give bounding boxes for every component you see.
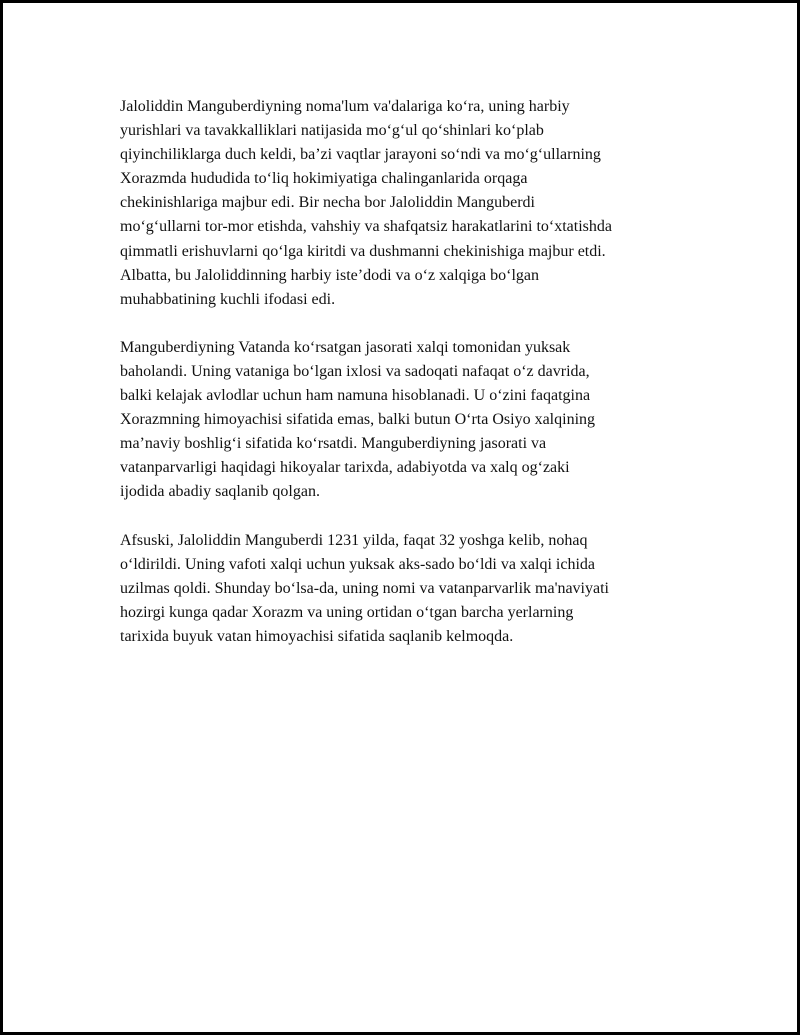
- text-line: tarixida buyuk vatan himoyachisi sifatida saqlanib kelmoqda.: [120, 627, 514, 645]
- paragraph-1: [120, 95, 720, 312]
- text-line: qiyinchiliklarga duch keldi, baʼzi vaqtlar jarayoni soʻndi va moʻgʻullarning: [120, 146, 601, 164]
- text-line: qimmatli erishuvlarni qoʻlga kiritdi va dushmanni chekinishiga majbur etdi.: [120, 242, 606, 260]
- text-line: chekinishlariga majbur edi. Bir necha bor Jaloliddin Manguberdi: [120, 194, 535, 212]
- text-line: Afsuski, Jaloliddin Manguberdi 1231 yilda, faqat 32 yoshga kelib, nohaq: [120, 531, 588, 549]
- text-line: muhabbatining kuchli ifodasi edi.: [120, 290, 336, 308]
- text-line: baholandi. Uning vataniga boʻlgan ixlosi va sadoqati nafaqat oʻz davrida,: [120, 362, 590, 380]
- text-line: balki kelajak avlodlar uchun ham namuna hisoblanadi. U oʻzini faqatgina: [120, 387, 591, 405]
- paragraph-3: [120, 529, 720, 649]
- text-line: maʼnaviy boshligʻi sifatida koʻrsatdi. Manguberdiyning jasorati va: [120, 435, 547, 453]
- text-line: ijodida abadiy saqlanib qolgan.: [120, 483, 320, 501]
- text-line: Manguberdiyning Vatanda koʻrsatgan jasorati xalqi tomonidan yuksak: [120, 338, 571, 356]
- text-line: uzilmas qoldi. Shunday boʻlsa-da, uning nomi va vatanparvarlik ma'naviyati: [120, 579, 609, 597]
- text-line: yurishlari va tavakkalliklari natijasida moʻgʻul qoʻshinlari koʻplab: [120, 122, 544, 140]
- text-line: Xorazmda hududida toʻliq hokimiyatiga chalinganlarida orqaga: [120, 170, 528, 188]
- text-line: hozirgi kunga qadar Xorazm va uning ortidan oʻtgan barcha yerlarning: [120, 603, 574, 621]
- text-line: Xorazmning himoyachisi sifatida emas, balki butun Oʻrta Osiyo xalqining: [120, 411, 596, 429]
- paragraph-2: [120, 336, 720, 505]
- body-text: [120, 95, 720, 673]
- text-line: vatanparvarligi haqidagi hikoyalar tarixda, adabiyotda va xalq ogʻzaki: [120, 459, 570, 477]
- text-line: Jaloliddin Manguberdiyning noma'lum va'dalariga koʻra, uning harbiy: [120, 98, 570, 115]
- text-line: moʻgʻullarni tor-mor etishda, vahshiy va shafqatsiz harakatlarini toʻxtatishda: [120, 218, 612, 236]
- text-line: Albatta, bu Jaloliddinning harbiy isteʼdodi va oʻz xalqiga boʻlgan: [120, 266, 540, 284]
- text-line: oʻldirildi. Uning vafoti xalqi uchun yuksak aks-sado boʻldi va xalqi ichida: [120, 555, 596, 573]
